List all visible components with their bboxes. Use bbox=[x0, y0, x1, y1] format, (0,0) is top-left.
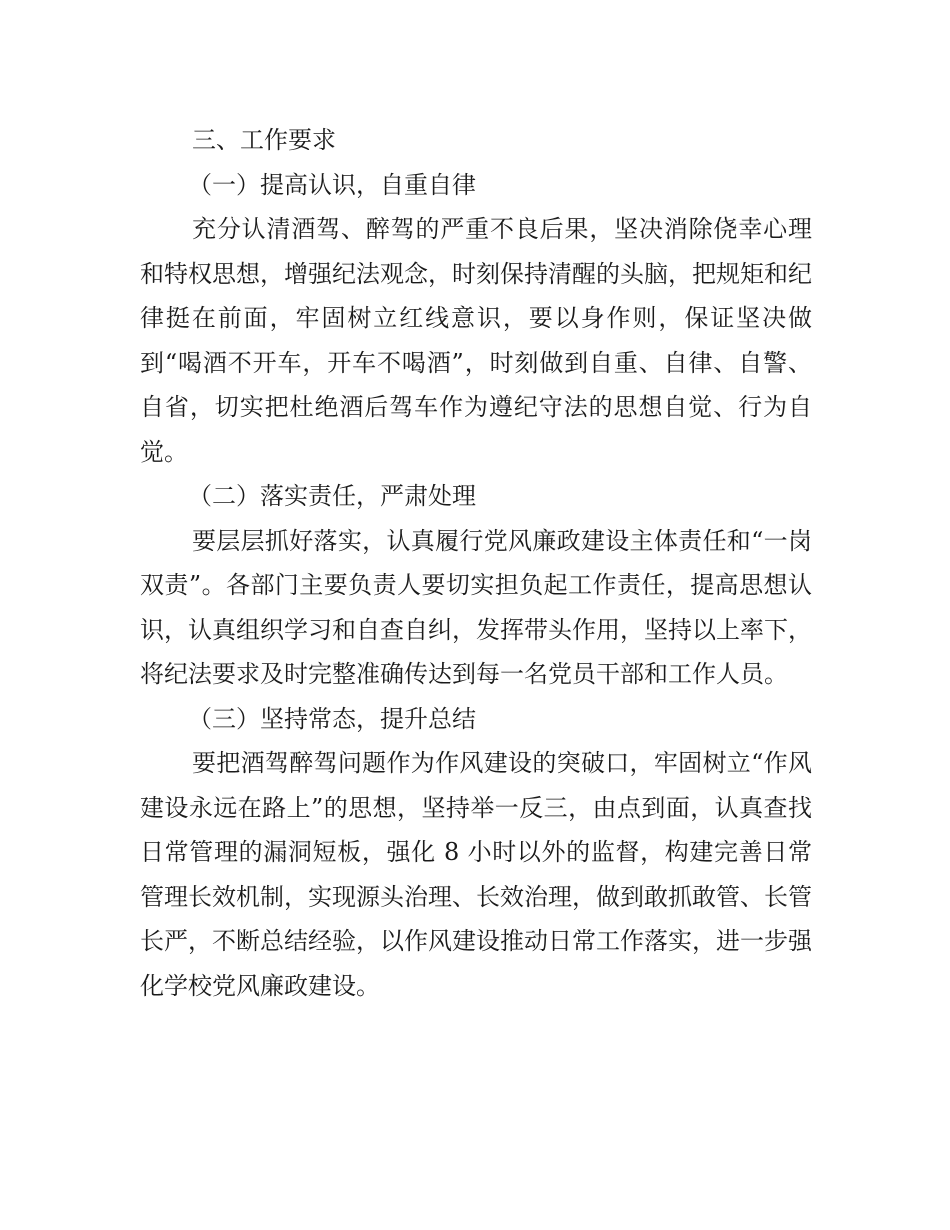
section-heading: 三、工作要求 bbox=[192, 126, 336, 154]
subheading-3: （三）坚持常态，提升总结 bbox=[188, 704, 476, 733]
paragraph-3: 要把酒驾醉驾问题作为作风建设的突破口，牢固树立“作风建设永远在路上”的思想，坚持举一反三，由点到面，认真查找日常管理的漏洞短板，强化 8 小时以外的监督，构建完善日常管理长效机制，实现源头治理、长效治理，做到敢抓敢管、长管长严，不断总结经验，以作风建设推动日常工作落实，进一步强化学校党风廉政建设。 bbox=[140, 749, 812, 1000]
subheading-2: （二）落实责任，严肃处理 bbox=[188, 482, 476, 510]
paragraph-1: 充分认清酒驾、醉驾的严重不良后果，坚决消除侥幸心理和特权思想，增强纪法观念，时刻保持清醒的头脑，把规矩和纪律挺在前面，牢固树立红线意识，要以身作则，保证坚决做到“喝酒不开车，开车不喝酒”，时刻做到自重、自律、自警、自省，切实把杜绝酒后驾车作为遵纪守法的思想自觉、行为自觉。 bbox=[140, 215, 812, 466]
subheading-1: （一）提高认识，自重自律 bbox=[188, 170, 476, 199]
paragraph-2: 要层层抓好落实，认真履行党风廉政建设主体责任和“一岗双责”。各部门主要负责人要切实担负起工作责任，提高思想认识，认真组织学习和自查自纠，发挥带头作用，坚持以上率下，将纪法要求及时完整准确传达到每一名党员干部和工作人员。 bbox=[140, 526, 812, 688]
document-body bbox=[140, 118, 812, 1008]
